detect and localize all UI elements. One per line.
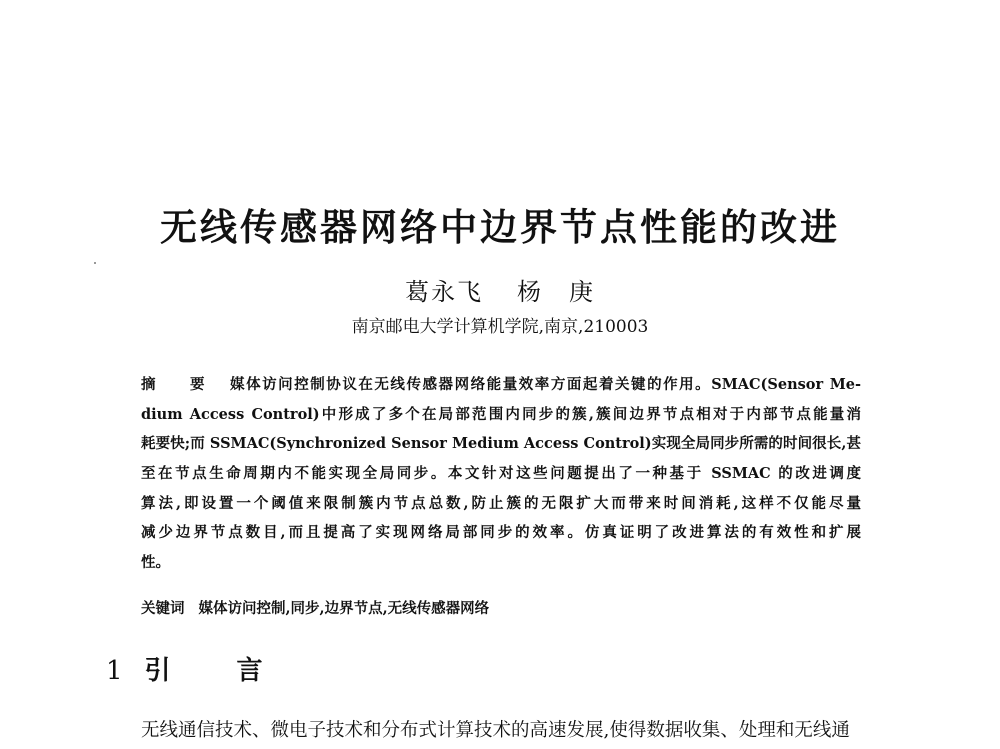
- keywords-text: 媒体访问控制,同步,边界节点,无线传感器网络: [198, 600, 490, 617]
- author-affiliation: 南京邮电大学计算机学院,南京,210003: [351, 317, 649, 337]
- abstract-line: dium Access Control)中形成了多个在局部范围内同步的簇,簇间边界节点相对于内部节点能量消: [141, 405, 861, 423]
- section-number: 1: [106, 656, 123, 686]
- abstract-line: 至在节点生命周期内不能实现全局同步。本文针对这些问题提出了一种基于 SSMAC 的改进调度: [141, 465, 861, 483]
- abstract-line: 算法,即设置一个阈值来限制簇内节点总数,防止簇的无限扩大而带来时间消耗,这样不仅能尽量: [141, 494, 861, 512]
- abstract-text: 媒体访问控制协议在无线传感器网络能量效率方面起着关键的作用。SMAC(Sensor Me-: [228, 376, 861, 393]
- section-heading: [106, 650, 283, 687]
- author-list: [0, 272, 1000, 307]
- abstract: [141, 370, 861, 578]
- abstract-line: [141, 370, 861, 400]
- body-paragraph-line: 无线通信技术、微电子技术和分布式计算技术的高速发展,使得数据收集、处理和无线通: [141, 720, 850, 741]
- paper-title: 无线传感器网络中边界节点性能的改进: [160, 206, 840, 249]
- keywords-label: 关键词: [141, 600, 185, 617]
- abstract-line: 减少边界节点数目,而且提高了实现网络局部同步的效率。仿真证明了改进算法的有效性和扩展: [141, 524, 861, 542]
- section-title: 引 言: [144, 656, 283, 686]
- author-name: 杨 庚: [517, 278, 595, 306]
- abstract-line: 耗要快;而 SSMAC(Synchronized Sensor Medium Access Control)实现全局同步所需的时间很长,甚: [141, 435, 861, 453]
- abstract-line: 性。: [141, 554, 170, 572]
- author-name: 葛永飞: [405, 278, 483, 306]
- abstract-label: 摘 要: [141, 376, 215, 393]
- keywords: [141, 597, 489, 618]
- scan-mark: [94, 262, 96, 264]
